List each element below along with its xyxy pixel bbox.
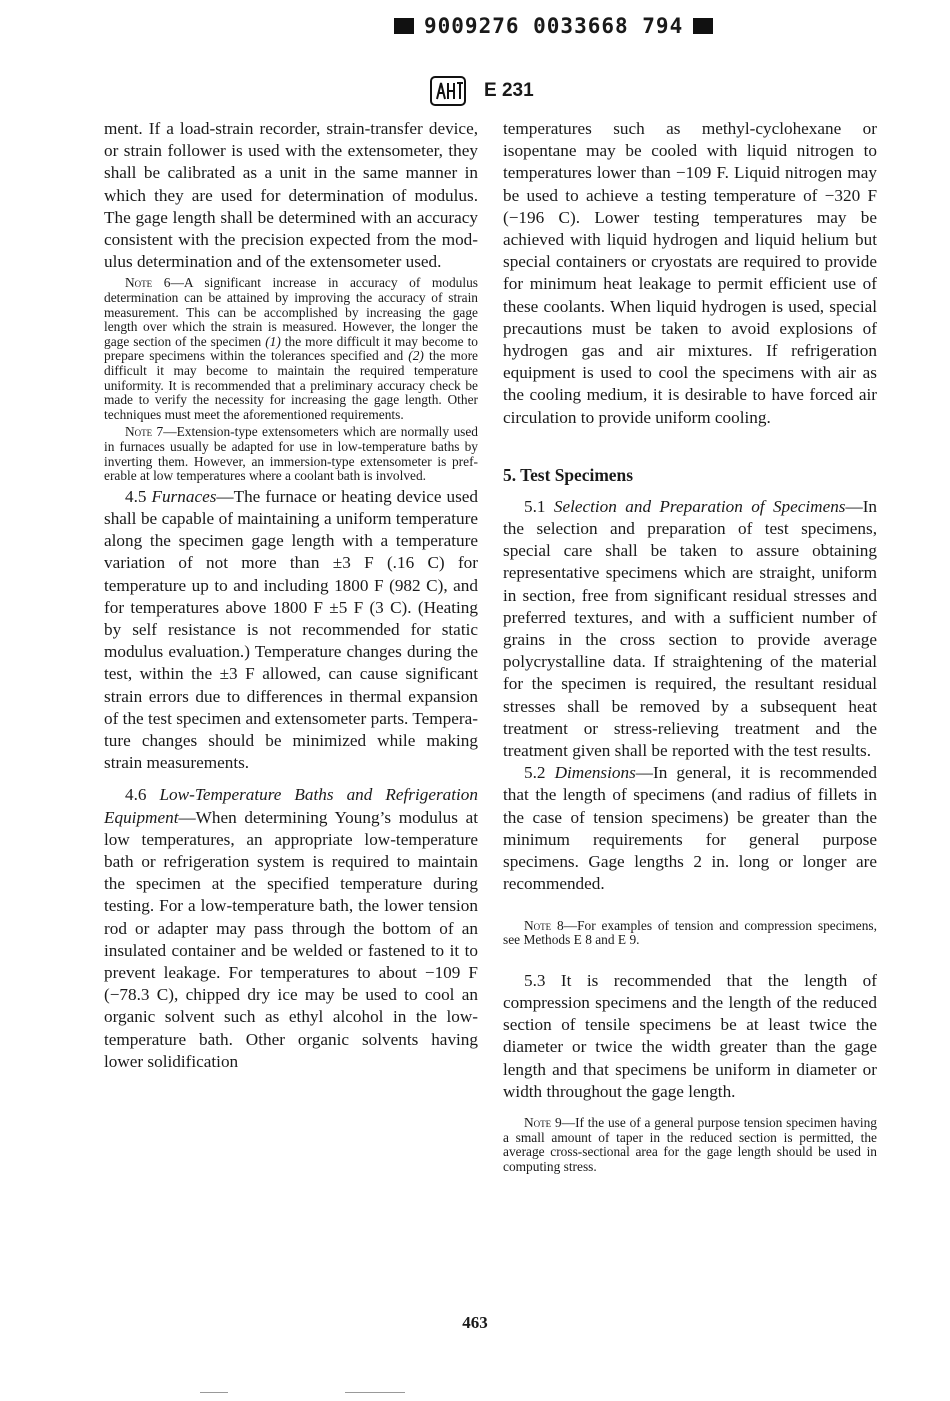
barcode-text: 9009276 0033668 794 [424,14,684,38]
masthead [430,76,534,106]
note-9 [503,1116,877,1174]
note-8-text: —For examples of tension and compression specimens, see Methods E 8 and E 9. [503,917,877,948]
section-5-1-title: Selection and Preparation of Specimens [553,496,846,516]
section-4-5-title: Furnaces [151,486,217,506]
note-8-label: Note 8 [524,917,564,933]
scan-artifact [200,1392,228,1393]
section-5-1-number: 5.1 [524,496,554,516]
section-4-5-text: —The furnace or heating device used shall be capable of maintaining a uniform temperature along the specimen gage length with a temperature variation of not more than ±3 F (.16 C) for temperature up to and including 1800 F (982 C), and for temperatures above 1800 F ±5 F (3 C). (Heating by self resistance is not recommended for static modulus evaluation.) Temperature changes during the test, within the ±3 F allowed, can cause significant strain errors due to differences in thermal expansion of the test specimen and extensometer parts. Temperature changes should be minimized while making strain measurements. [104,486,478,773]
page-number: 463 [462,1313,488,1332]
barcode-block-right [693,18,713,34]
section-4-6 [104,784,478,1073]
note-7-label: Note 7 [125,424,164,440]
note-7 [104,425,478,483]
note-8 [503,919,877,948]
section-4-5-number: 4.5 [125,486,152,506]
scan-artifact [345,1392,405,1393]
document-barcode [394,14,713,38]
section-4-5 [104,486,478,775]
section-5-2-title: Dimensions [554,763,636,783]
section-4-6-text: —When determining Young’s modulus at low temperatures, an appropriate low-temperature bath or refrigeration system is required to maintain the specimen at the specified temperature during testing. For a low-temperature bath, the lower tension rod or adapter may pass through the bottom of an insulated container and be welded or fastened to it to prevent leakage. For temperatures to about −109 F (−78.3 C), chipped dry ice may be used to cool an organic solvent such as ethyl alcohol in the low-temperature bath. Other organic solvents having lower solidification [104,807,478,1071]
note-6-label: Note 6 [125,275,171,291]
section-5-3: 5.3 It is recommended that the length of compression specimens and the length of the reduced section of tensile specimens be at least twice the diameter or twice the width greater than the gage length and that specimens be uniform in diameter or width throughout the gage length. [503,970,877,1101]
paragraph-continuation-right: temperatures such as methyl-cyclohexane or isopentane may be cooled with liquid nitrogen to temperatures lower than −109 F. Liquid nitrogen may be used to achieve a testing temperature of −320 F (−196 C). Lower testing temperatures may be achieved with liquid hydrogen and liquid helium but special containers or cryostats are required to provide for minimum heat leakage to permit efficient use of these coolants. When liquid hydrogen is used, special precautions must be taken to avoid explosions of hydrogen gas and air mixtures. If refrigeration equipment is used to cool the specimens with air as the cooling medium, it is desirable to have forced air circulation to provide uniform cooling. [503,119,877,427]
note-6-text-2: the more difficult it may become to prepare specimens within the tolerances specified and [104,333,479,364]
paragraph-continuation: ment. If a load-strain recorder, strain-transfer device, or strain follower is used with the extensometer, they shall be calibrated as a unit in the same manner in which they are used for determination of modulus. The gage length shall be determined with an accuracy consistent with the precision expected from the modulus determination and of the extensometer used. [104,119,478,272]
section-5-heading: 5. Test Specimens [503,464,633,485]
section-5-1-text: —In the selection and preparation of test specimens, special care shall be taken to assure obtaining representative specimens which are straight, uniform in section, free from significant residual stresses and preferred textures, and with a sufficient number of grains in the cross section to provide average polycrystalline data. If straightening of the material for the specimen is required, the resultant residual stresses shall be removed by a subsequent heat treatment or stress-relieving treatment and the treatment given shall be reported with the test results. [503,496,878,761]
section-4-6-number: 4.6 [125,785,160,805]
section-5-2 [503,762,877,895]
right-column [503,118,877,1176]
section-5-2-number: 5.2 [524,763,555,783]
note-6-text-3: the more difficult it may become to maintain the required temperature uniformity. It is recommended that a preliminary accuracy check be made to verify the necessity for increasing the gage length. Other techniques must meet the aforementioned requirements. [104,348,478,422]
section-5-2-text: —In general, it is recommended that the length of specimens (and radius of fillets in the case of tension specimens) be greater than the minimum requirements for general purpose specimens. Gage lengths 2 in. long or longer are recommended. [503,763,877,894]
note-6-ref-2: (2) [408,348,424,364]
note-6-ref-1: (1) [265,333,281,349]
astm-logo-icon [430,76,466,106]
note-6-text: —A significant increase in accuracy of modulus determination can be attained by improving the accuracy of strain measurement. This can be accomplished by increasing the gage length over which the strain is measured. However, the longer the gage section of the specimen [104,275,478,349]
note-9-label: Note 9 [524,1114,562,1130]
section-5-1 [503,496,877,762]
left-column [104,118,478,1073]
section-4-6-title: Low-Temperature Baths and Refrigeration Equipment [104,785,478,827]
barcode-block-left [394,18,414,34]
standard-designation: E 231 [484,80,534,101]
note-9-text: —If the use of a general purpose tension specimen having a small amount of taper in the reduced section is permitted, the average cross-sectional area for the gage length should be used in computing stress. [503,1114,877,1174]
note-6 [104,276,478,422]
note-7-text: —Extension-type extensometers which are normally used in furnaces usually be adapted for use in low-temperature baths by inverting them. However, an immersion-type extensometer is preferable at low temperatures where a coolant bath is involved. [104,424,478,484]
